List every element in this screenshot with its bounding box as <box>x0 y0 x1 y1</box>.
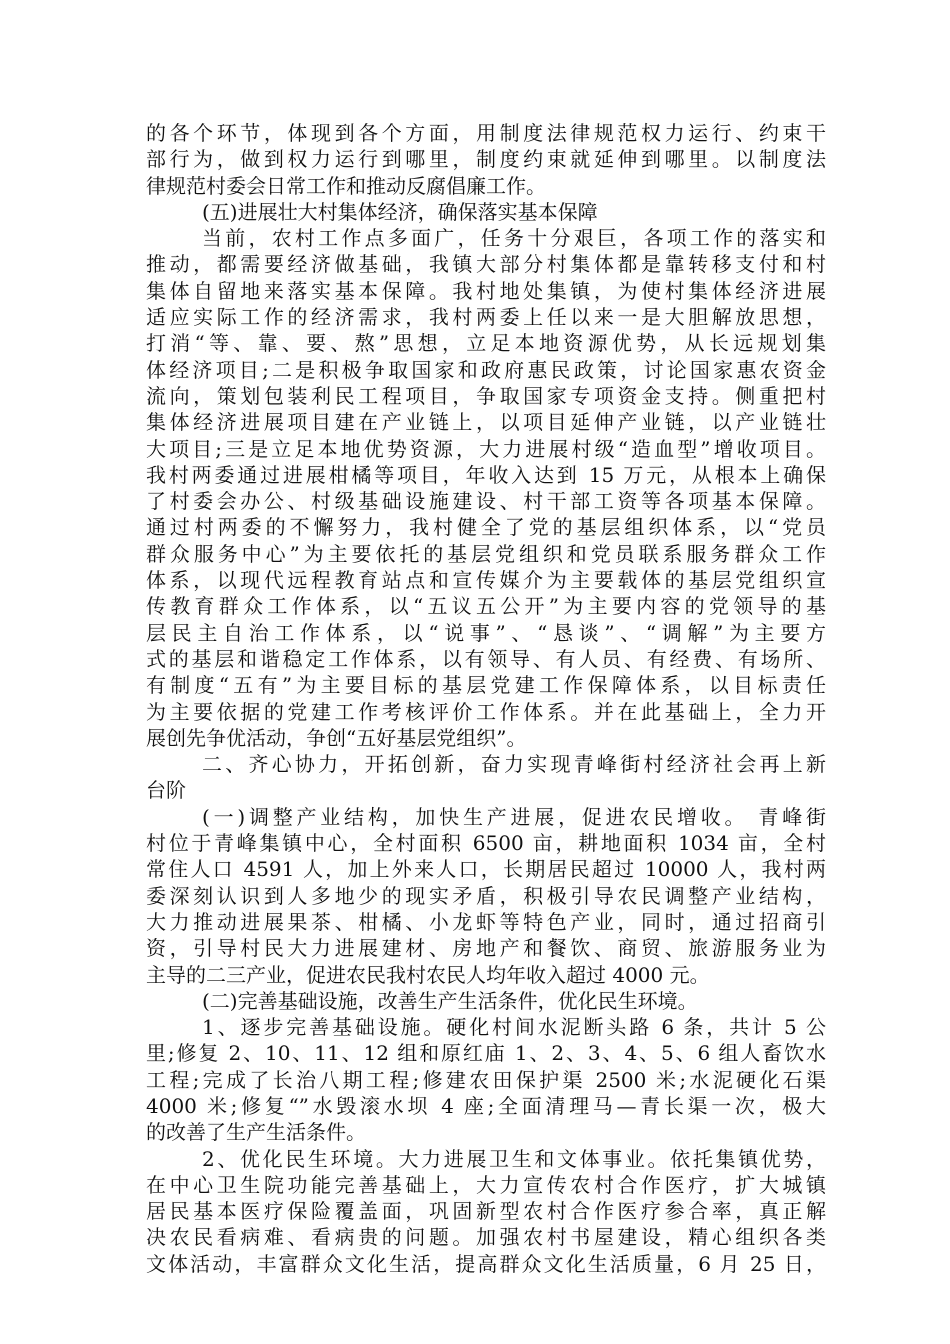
text-line: (二)完善基础设施，改善生产生活条件，优化民生环境。 <box>202 988 698 1013</box>
text-line: 常住人口 4591 人，加上外来人口，长期居民超过 10000 人，我村两 <box>146 857 826 882</box>
text-line: 传教育群众工作体系，以“五议五公开”为主要内容的党领导的基 <box>146 594 826 619</box>
text-line: 流向，策划包装利民工程项目，争取国家专项资金支持。侧重把村 <box>146 383 826 408</box>
text-line: 当前，农村工作点多面广，任务十分艰巨，各项工作的落实和 <box>202 226 826 251</box>
text-line: 推动，都需要经济做基础，我镇大部分村集体都是靠转移支付和村 <box>146 252 826 277</box>
text-line: 在中心卫生院功能完善基础上，大力宣传农村合作医疗，扩大城镇 <box>146 1172 826 1197</box>
text-line: 工程;完成了长治八期工程;修建农田保护渠 2500 米;水泥硬化石渠 <box>146 1067 826 1092</box>
text-line: 打消“等、靠、要、熬”思想，立足本地资源优势，从长远规划集 <box>146 331 826 356</box>
text-line: 通过村两委的不懈努力，我村健全了党的基层组织体系，以“党员 <box>146 515 826 540</box>
text-line: 大力推动进展果茶、柑橘、小龙虾等特色产业，同时，通过招商引 <box>146 909 826 934</box>
text-line: 2、优化民生环境。大力进展卫生和文体事业。依托集镇优势， <box>202 1146 826 1171</box>
text-line: 律规范村委会日常工作和推动反腐倡廉工作。 <box>146 173 546 198</box>
text-line: 资，引导村民大力进展建材、房地产和餐饮、商贸、旅游服务业为 <box>146 936 826 961</box>
text-line: 主导的二三产业，促进农民我村农民人均年收入超过 4000 元。 <box>146 962 710 987</box>
document-body <box>146 120 826 1277</box>
text-line: 适应实际工作的经济需求，我村两委上任以来一是大胆解放思想， <box>146 305 826 330</box>
text-line: 1、逐步完善基础设施。硬化村间水泥断头路 6 条，共计 5 公 <box>202 1015 826 1040</box>
text-line: 为主要依据的党建工作考核评价工作体系。并在此基础上，全力开 <box>146 699 826 724</box>
text-line: 式的基层和谐稳定工作体系，以有领导、有人员、有经费、有场所、 <box>146 646 826 671</box>
text-line: 的改善了生产生活条件。 <box>146 1120 366 1145</box>
text-line: 村位于青峰集镇中心，全村面积 6500 亩，耕地面积 1034 亩，全村 <box>146 831 826 856</box>
text-line: 层民主自治工作体系，以“说事”、“恳谈”、“调解”为主要方 <box>146 620 826 645</box>
text-line: 群众服务中心”为主要依托的基层党组织和党员联系服务群众工作 <box>146 541 826 566</box>
text-line: 集体经济进展项目建在产业链上，以项目延伸产业链，以产业链壮 <box>146 410 826 435</box>
text-line: 委深刻认识到人多地少的现实矛盾，积极引导农民调整产业结构， <box>146 883 826 908</box>
text-line: 了村委会办公、村级基础设施建设、村干部工资等各项基本保障。 <box>146 489 826 514</box>
text-line: 文体活动，丰富群众文化生活，提高群众文化生活质量，6 月 25 日， <box>146 1251 826 1276</box>
text-line: 我村两委通过进展柑橘等项目，年收入达到 15 万元，从根本上确保 <box>146 462 826 487</box>
text-line: 大项目;三是立足本地优势资源，大力进展村级“造血型”增收项目。 <box>146 436 826 461</box>
text-line: (五)进展壮大村集体经济，确保落实基本保障 <box>202 199 598 224</box>
text-line: 体系，以现代远程教育站点和宣传媒介为主要载体的基层党组织宣 <box>146 568 826 593</box>
text-line: 集体自留地来落实基本保障。我村地处集镇，为使村集体经济进展 <box>146 278 826 303</box>
text-line: 部行为，做到权力运行到哪里，制度约束就延伸到哪里。以制度法 <box>146 147 826 172</box>
text-line: (一)调整产业结构，加快生产进展，促进农民增收。 青峰街 <box>202 804 826 829</box>
text-line: 有制度“五有”为主要目标的基层党建工作保障体系，以目标责任 <box>146 673 826 698</box>
text-line: 二、齐心协力，开拓创新，奋力实现青峰街村经济社会再上新 <box>202 752 826 777</box>
text-line: 里;修复 2、10、11、12 组和原红庙 1、2、3、4、5、6 组人畜饮水 <box>146 1041 826 1066</box>
text-line: 展创先争优活动，争创“五好基层党组织”。 <box>146 725 527 750</box>
text-line: 的各个环节，体现到各个方面，用制度法律规范权力运行、约束干 <box>146 121 826 145</box>
text-line: 体经济项目;二是积极争取国家和政府惠民政策，讨论国家惠农资金 <box>146 357 826 382</box>
text-line: 决农民看病难、看病贵的问题。加强农村书屋建设，精心组织各类 <box>146 1225 826 1250</box>
text-line: 居民基本医疗保险覆盖面，巩固新型农村合作医疗参合率，真正解 <box>146 1199 826 1224</box>
text-line: 台阶 <box>146 778 186 803</box>
text-line: 4000 米;修复“”水毁滚水坝 4 座;全面清理马—青长渠一次，极大 <box>146 1093 826 1118</box>
